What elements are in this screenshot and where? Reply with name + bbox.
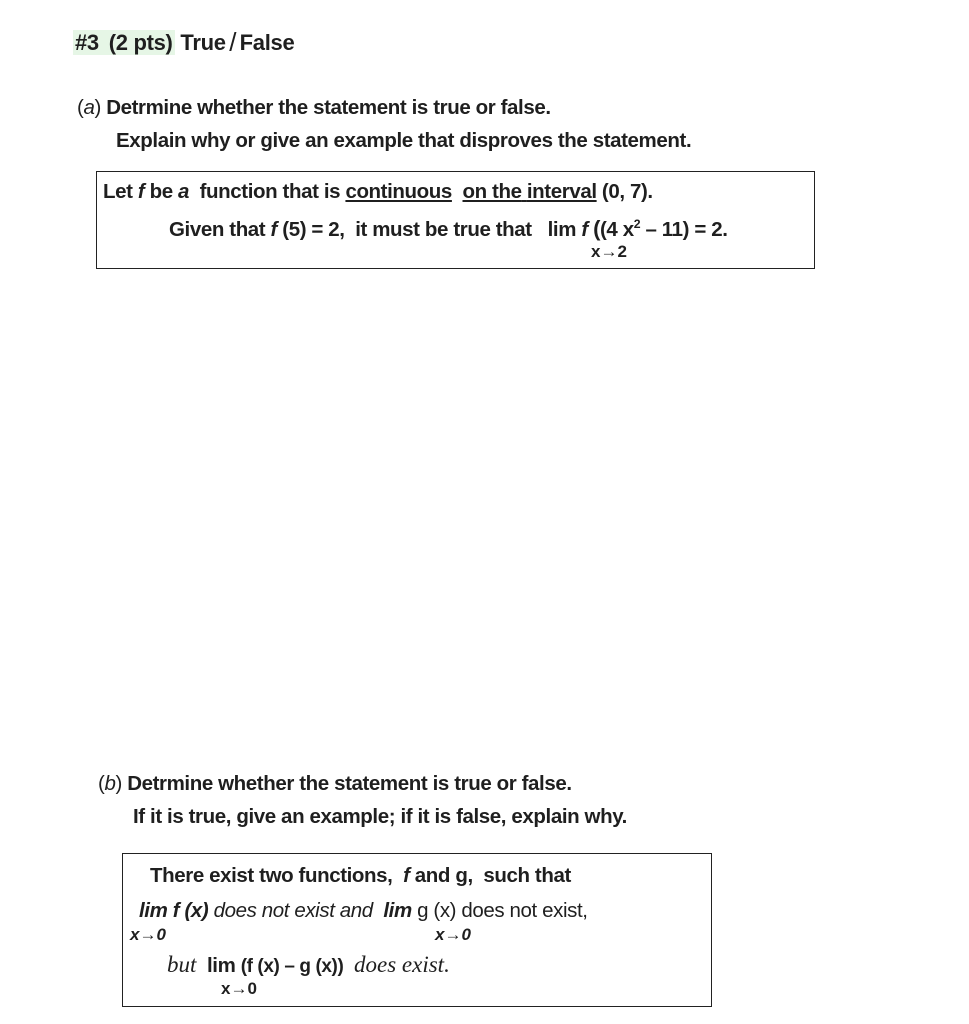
problem-points: (2 pts) <box>101 30 175 55</box>
part-b-limit1-subscript: x→0 <box>130 925 166 944</box>
part-b-instruction-line2: If it is true, give an example; if it is false, explain why. <box>133 805 627 828</box>
slash-divider: / <box>229 27 237 57</box>
part-a-statement-box <box>96 171 815 269</box>
part-a-label: (a) <box>77 96 101 119</box>
part-b-limit2-subscript: x→0 <box>435 925 471 944</box>
part-a-instruction-line1: (a) Detrmine whether the statement is true or false. <box>77 96 551 119</box>
on-the-term: on the <box>462 180 522 203</box>
true-label: True <box>180 30 226 55</box>
part-b-statement-box <box>122 853 712 1007</box>
part-b-label: (b) <box>98 772 122 795</box>
problem-number: #3 <box>75 30 99 55</box>
part-b-instruction-line1: (b) Detrmine whether the statement is true or false. <box>98 772 572 795</box>
part-a-statement-line2: Given that f (5) = 2, it must be true that lim f ((4 $x^2 - 11) = 2$. <box>169 216 728 241</box>
part-a-statement-line1: Let f be a function that is continuous on the interval (0, 7). <box>103 180 653 203</box>
continuous-term: continuous <box>345 180 452 203</box>
part-b-statement-line1: There exist two functions, f and g, such that <box>150 864 571 887</box>
problem-header <box>73 26 294 57</box>
part-b-statement-line3: but lim (f (x) – g (x)) does exist. <box>167 952 450 977</box>
limit-operator: lim <box>547 218 577 241</box>
part-b-limit3-subscript: x→0 <box>221 979 257 998</box>
interval-term: interval <box>526 180 597 203</box>
part-a-instruction-line2: Explain why or give an example that disproves the statement. <box>116 129 692 152</box>
part-b-statement-line2: lim f (x) does not exist and lim g (x) does not exist, <box>139 899 588 922</box>
part-a-limit-subscript: x→2 <box>591 242 627 261</box>
limit-expression: ((4 $x^2 - 11) = 2$. <box>593 216 728 241</box>
interval-value: (0, 7). <box>601 180 653 203</box>
false-label: False <box>239 30 295 55</box>
